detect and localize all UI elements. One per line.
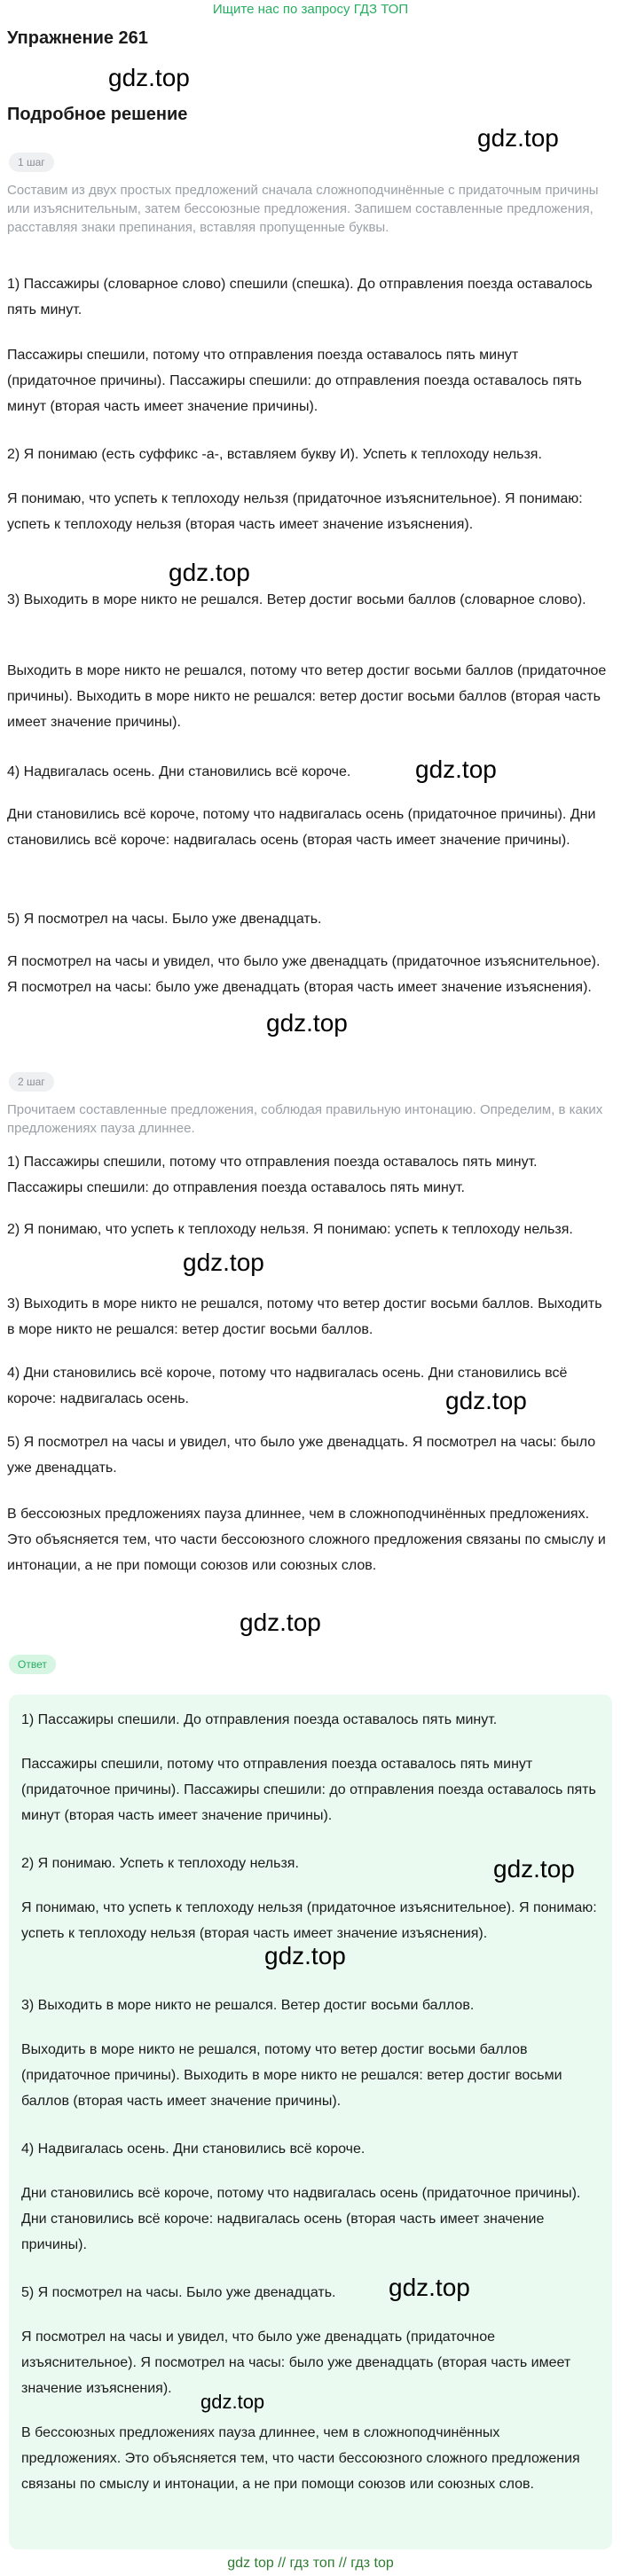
paragraph: Я понимаю, что успеть к теплоходу нельзя (придаточное изъяснительное). Я понимаю: успеть к теплоходу нельзя (вторая часть имеет значение изъяснения). bbox=[7, 491, 583, 532]
paragraph: 3) Выходить в море никто не решался. Ветер достиг восьми баллов (словарное слово). bbox=[7, 592, 586, 607]
answer-paragraph: 5) Я посмотрел на часы. Было уже двенадцать. bbox=[21, 2285, 336, 2300]
paragraph: 4) Надвигалась осень. Дни становились всё короче. bbox=[7, 764, 351, 779]
step-badge: 2 шаг bbox=[9, 1072, 54, 1092]
answer-paragraph: Я посмотрел на часы и увидел, что было уже двенадцать (придаточное изъяснительное). Я посмотрел на часы: было уже двенадцать (вторая часть имеет значение изъяснения). bbox=[21, 2329, 571, 2396]
paragraph: Пассажиры спешили, потому что отправления поезда оставалось пять минут (придаточное причины). Пассажиры спешили: до отправления поезда оставалось пять минут (вторая часть имеет значение причины). bbox=[7, 348, 582, 414]
step-hint: Составим из двух простых предложений сначала сложноподчинённые с придаточным причины или изъяснительным, затем бессоюзные предложения. Запишем составленные предложения, расставляя знаки препинания, вставляя пропущенные буквы. bbox=[7, 183, 599, 235]
solution-heading: Подробное решение bbox=[7, 105, 188, 124]
answer-paragraph: 3) Выходить в море никто не решался. Ветер достиг восьми баллов. bbox=[21, 1998, 475, 2013]
paragraph: Дни становились всё короче, потому что надвигалась осень (придаточное причины). Дни становились всё короче: надвигалась осень (вторая часть имеет значение причины). bbox=[7, 807, 596, 848]
answer-paragraph: 2) Я понимаю. Успеть к теплоходу нельзя. bbox=[21, 1856, 299, 1871]
paragraph: 2) Я понимаю, что успеть к теплоходу нельзя. Я понимаю: успеть к теплоходу нельзя. bbox=[7, 1222, 573, 1237]
page-title: Упражнение 261 bbox=[7, 28, 148, 48]
watermark: gdz.top bbox=[415, 756, 497, 783]
watermark: gdz.top bbox=[108, 64, 190, 91]
paragraph: 5) Я посмотрел на часы и увидел, что было уже двенадцать. Я посмотрел на часы: было уже двенадцать. bbox=[7, 1435, 596, 1476]
paragraph: Я посмотрел на часы и увидел, что было уже двенадцать (придаточное изъяснительное). Я посмотрел на часы: было уже двенадцать (вторая часть имеет значение изъяснения). bbox=[7, 954, 601, 995]
paragraph: 3) Выходить в море никто не решался, потому что ветер достиг восьми баллов. Выходить в море никто не решался: ветер достиг восьми баллов. bbox=[7, 1296, 602, 1337]
footer-links[interactable]: gdz top // гдз топ // гдз top bbox=[227, 2556, 394, 2571]
watermark: gdz.top bbox=[183, 1249, 264, 1276]
top-banner[interactable]: Ищите нас по запросу ГДЗ ТОП bbox=[212, 2, 409, 17]
paragraph: В бессоюзных предложениях пауза длиннее, чем в сложноподчинённых предложениях. Это объясняется тем, что части бессоюзного сложного предложения связаны по смыслу и интонации, а не при помощи союзов или союзных слов. bbox=[7, 1507, 606, 1573]
answer-paragraph: 4) Надвигалась осень. Дни становились всё короче. bbox=[21, 2141, 366, 2157]
answer-paragraph: Пассажиры спешили, потому что отправления поезда оставалось пять минут (придаточное причины). Пассажиры спешили: до отправления поезда оставалось пять минут (вторая часть имеет значение причины). bbox=[21, 1757, 596, 1823]
watermark: gdz.top bbox=[389, 2274, 470, 2301]
answer-paragraph: Дни становились всё короче, потому что надвигалась осень (придаточное причины). Дни становились всё короче: надвигалась осень (вторая часть имеет значение причины). bbox=[21, 2186, 581, 2252]
watermark: gdz.top bbox=[445, 1387, 527, 1414]
paragraph: 1) Пассажиры спешили, потому что отправления поезда оставалось пять минут. Пассажиры спешили: до отправления поезда оставалось пять минут. bbox=[7, 1155, 538, 1195]
watermark: gdz.top bbox=[169, 559, 250, 586]
paragraph: Выходить в море никто не решался, потому что ветер достиг восьми баллов (придаточное причины). Выходить в море никто не решался: ветер достиг восьми баллов (вторая часть имеет значение причины). bbox=[7, 663, 607, 730]
watermark: gdz.top bbox=[240, 1609, 321, 1636]
answer-paragraph: В бессоюзных предложениях пауза длиннее, чем в сложноподчинённых предложениях. Это объясняется тем, что части бессоюзного сложного предложения связаны по смыслу и интонации, а не при помощи союзов или союзных слов. bbox=[21, 2425, 580, 2492]
paragraph: 1) Пассажиры (словарное слово) спешили (спешка). До отправления поезда оставалось пять минут. bbox=[7, 277, 593, 317]
watermark: gdz.top bbox=[264, 1942, 346, 1969]
step-hint: Прочитаем составленные предложения, соблюдая правильную интонацию. Определим, в каких предложениях пауза длиннее. bbox=[7, 1102, 603, 1136]
watermark: gdz.top bbox=[493, 1855, 575, 1883]
answer-paragraph: Я понимаю, что успеть к теплоходу нельзя (придаточное изъяснительное). Я понимаю: успеть к теплоходу нельзя (вторая часть имеет значение изъяснения). bbox=[21, 1900, 597, 1941]
answer-paragraph: 1) Пассажиры спешили. До отправления поезда оставалось пять минут. bbox=[21, 1712, 498, 1727]
paragraph: 5) Я посмотрел на часы. Было уже двенадцать. bbox=[7, 912, 322, 927]
watermark: gdz.top bbox=[266, 1009, 348, 1037]
step-badge: 1 шаг bbox=[9, 153, 54, 172]
watermark: gdz.top bbox=[477, 124, 559, 152]
paragraph: 2) Я понимаю (есть суффикс -а-, вставляем букву И). Успеть к теплоходу нельзя. bbox=[7, 447, 542, 462]
paragraph: 4) Дни становились всё короче, потому что надвигалась осень. Дни становились всё короче: надвигалась осень. bbox=[7, 1366, 568, 1406]
watermark: gdz.top bbox=[200, 2391, 265, 2413]
answer-badge: Ответ bbox=[9, 1655, 56, 1674]
answer-paragraph: Выходить в море никто не решался, потому что ветер достиг восьми баллов (придаточное причины). Выходить в море никто не решался: ветер достиг восьми баллов (вторая часть имеет значение причины). bbox=[21, 2042, 562, 2109]
